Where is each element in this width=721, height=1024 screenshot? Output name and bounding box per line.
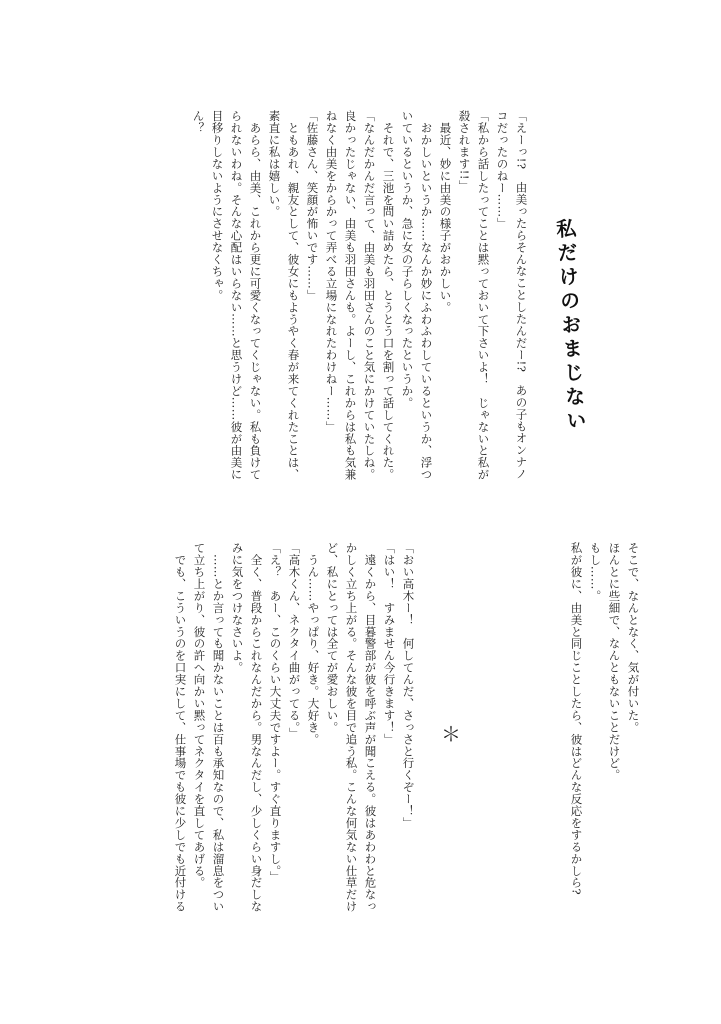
text-column: 私が彼に、由美と同じことしたら、彼はどんな反応をするかしら? <box>569 542 584 896</box>
text-column: ほんとに些細で、なんともないことだけど。 <box>607 542 622 781</box>
text-column: コだったのねー……」 <box>495 110 510 230</box>
text-column: うん……やっぱり、好き。大好き。 <box>306 542 321 746</box>
text-column: 素直に私は嬉しい。 <box>267 110 282 218</box>
text-column: 殺されます!!」 <box>457 110 472 192</box>
text-column: ど、私にとっては全てが愛おしい。 <box>325 542 340 734</box>
text-column: 「私から話したってことは黙っておいて下さいよ！ じゃないと私が <box>476 110 491 481</box>
text-column: それで、三池を問い詰めたら、とうとう口を割って話してくれた。 <box>381 110 396 481</box>
text-column: 目移りしないようにさせなくちゃ。 <box>210 110 225 302</box>
text-column: 良かったじゃない、由美も羽田さんも。よーし、これからは私も気兼 <box>343 110 358 481</box>
text-column: 全く、普段からこれなんだから。男なんだし、少しくらい身だしな <box>249 542 264 913</box>
text-column: 「おい高木ー！ 何してんだ、さっさと行くぞー！」 <box>401 542 416 829</box>
text-column: ともあれ、親友として、彼女にもようやく春が来てくれたことは、 <box>286 110 301 481</box>
text-column: 「佐藤さん、笑顔が怖いです……」 <box>305 110 320 302</box>
text-column: かしく立ち上がる。そんな彼を目で追う私。こんな何気ない仕草だけ <box>344 542 359 913</box>
text-column: ……とか言っても聞かないことは百も承知なので、私は溜息をつい <box>211 542 226 913</box>
text-column: 「え？ あー、このくらい大丈夫ですよー。すぐ直りますし。」 <box>268 542 283 883</box>
text-column: 「はい！ すみません今行きます！」 <box>382 542 397 746</box>
text-column: て立ち上がり、彼の許へ向かい黙ってネクタイを直してあげる。 <box>192 542 207 889</box>
text-column: 遠くから、目暮警部が彼を呼ぶ声が聞こえる。彼はあわわと危なっ <box>363 542 378 913</box>
text-column: もし……。 <box>588 542 603 602</box>
text-column: あらら、由美、これから更に可愛くなってくじゃない。私も負けて <box>248 110 263 481</box>
text-column: ねなく由美をからかって弄べる立場になれたわけねー……」 <box>324 110 339 433</box>
section-separator: ＊ <box>441 722 461 746</box>
text-column: でも、こういうのを口実にして、仕事場でも彼に少しでも近付ける <box>173 542 188 913</box>
text-column: みに気をつけなさいよ。 <box>230 542 245 674</box>
text-column: られないわね。そんな心配はいらない……と思うけど……彼が由美に <box>229 110 244 481</box>
text-column: 「えーっ!? 由美ったらそんなことしたんだー!? あの子もオンナノ <box>514 110 529 480</box>
text-column: いているというか、急に女の子らしくなったというか。 <box>400 110 415 409</box>
text-column: 「なんだかんだ言って、由美も羽田さんのこと気にかけていたしね。 <box>362 110 377 481</box>
text-column: そこで、なんとなく、気が付いた。 <box>626 542 641 734</box>
text-column: ん？ <box>191 110 206 134</box>
text-column: 最近、妙に由美の様子がおかしい。 <box>438 110 453 314</box>
chapter-title: 私だけのおまじない <box>552 217 588 435</box>
text-column: おかしいというか……なんか妙にふわふわしているというか、浮つ <box>419 110 434 481</box>
text-column: 「高木くん、ネクタイ曲がってる。」 <box>287 542 302 740</box>
